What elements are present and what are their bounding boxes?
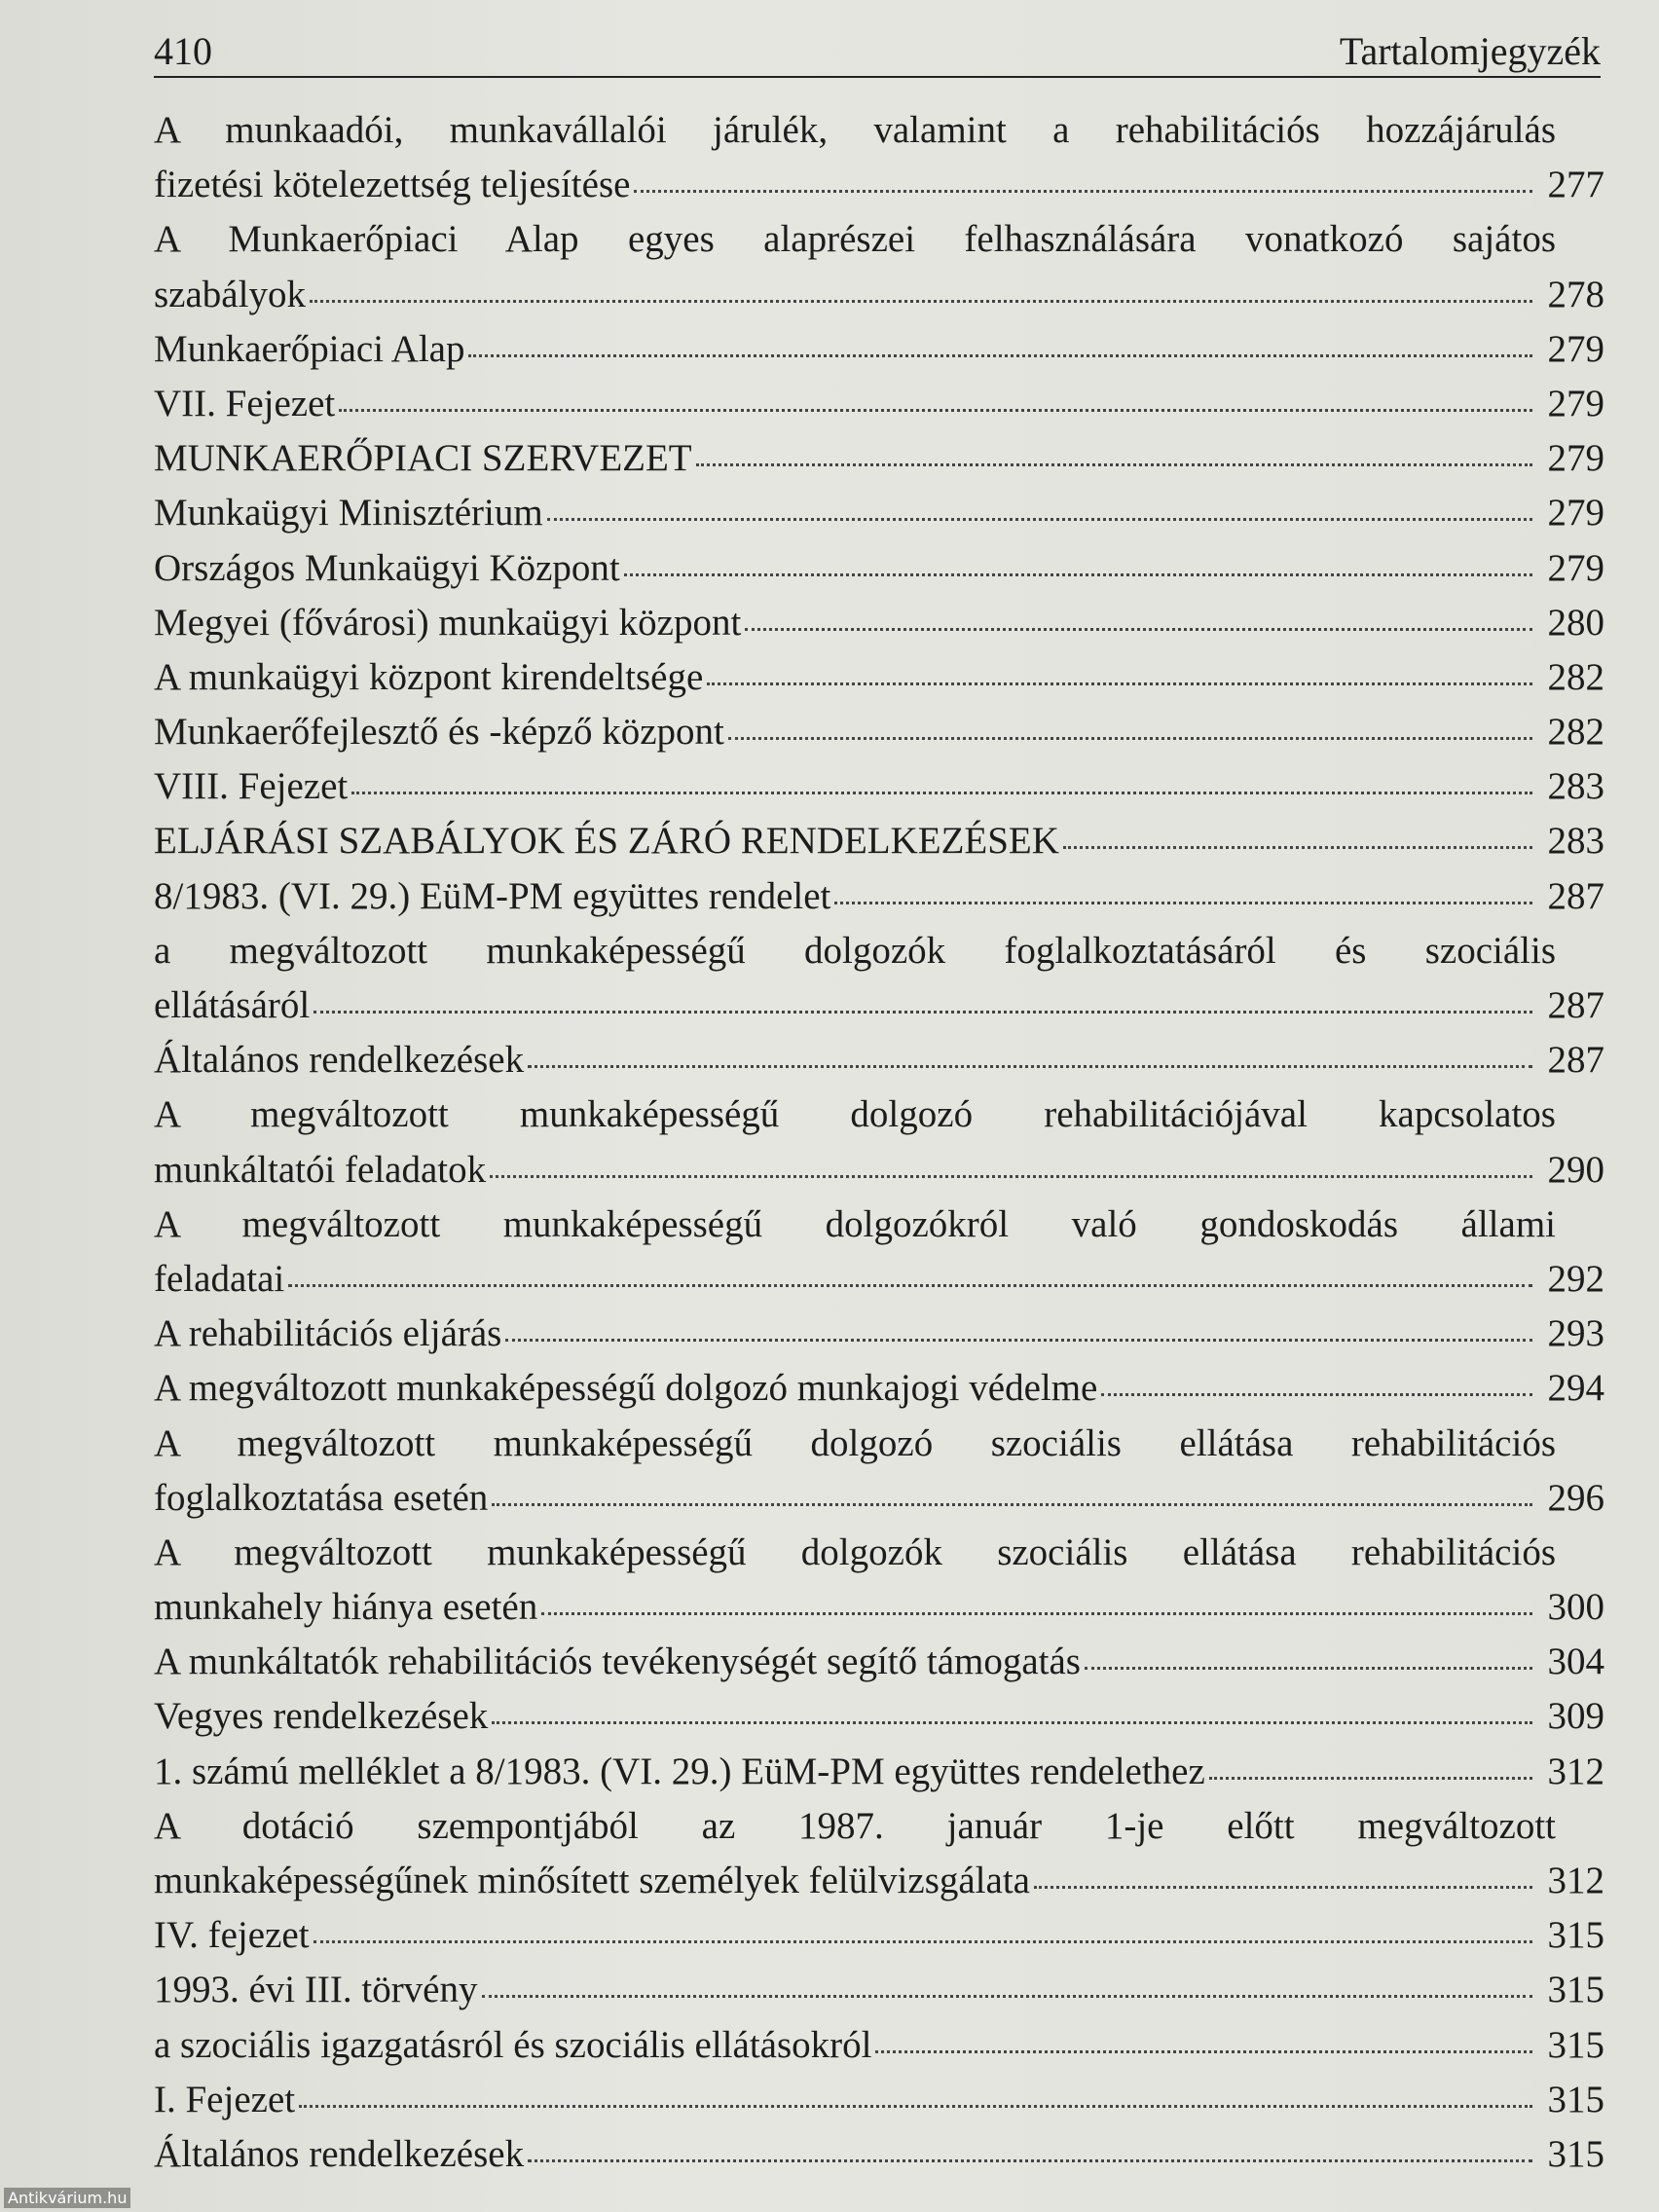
toc-entry-page: 315	[1547, 1969, 1604, 2011]
toc-entry-title: VII. Fejezet	[154, 382, 336, 424]
toc-entry-title: foglalkoztatása esetén	[154, 1476, 489, 1519]
running-title: Tartalomjegyzék	[1339, 29, 1601, 73]
toc-entry-page: 315	[1547, 1914, 1604, 1957]
table-of-contents	[154, 103, 1604, 2182]
toc-entry-page: 279	[1547, 437, 1604, 480]
toc-entry	[154, 1417, 1604, 1471]
toc-entry-page: 309	[1547, 1695, 1604, 1738]
dot-leader	[288, 1283, 1532, 1287]
toc-entry-title: Általános rendelkezések	[154, 2132, 525, 2175]
dot-leader	[624, 572, 1532, 576]
dot-leader	[490, 1174, 1532, 1178]
toc-entry-page: 277	[1547, 164, 1604, 206]
toc-entry-title: A munkaadói, munkavállalói járulék, valamint a rehabilitációs hozzájárulás	[154, 109, 1556, 151]
dot-leader	[745, 627, 1532, 631]
dot-leader	[541, 1611, 1532, 1615]
toc-entry-title: A megváltozott munkaképességű dolgozókról való gondoskodás állami	[154, 1202, 1556, 1245]
toc-entry	[154, 1307, 1604, 1361]
toc-entry-title: 8/1983. (VI. 29.) EüM-PM együttes rendelet	[154, 874, 831, 917]
toc-entry	[154, 1908, 1604, 1963]
toc-entry-title: A megváltozott munkaképességű dolgozók szociális ellátása rehabilitációs	[154, 1530, 1556, 1573]
toc-entry	[154, 212, 1604, 267]
toc-entry	[154, 1033, 1604, 1088]
toc-entry-page: 300	[1547, 1586, 1604, 1629]
toc-entry	[154, 814, 1604, 868]
toc-entry	[154, 1143, 1604, 1198]
dot-leader	[528, 1064, 1532, 1068]
dot-leader	[707, 682, 1532, 685]
toc-entry-title: IV. fejezet	[154, 1914, 310, 1957]
toc-entry-page: 304	[1547, 1641, 1604, 1683]
toc-entry-title: A megváltozott munkaképességű dolgozó szociális ellátása rehabilitációs	[154, 1421, 1556, 1464]
toc-entry-page: 279	[1547, 546, 1604, 589]
toc-entry-title: szabályok	[154, 273, 306, 315]
toc-entry-title: 1993. évi III. törvény	[154, 1969, 478, 2011]
toc-entry	[154, 1580, 1604, 1635]
toc-entry-page: 280	[1547, 601, 1604, 644]
toc-entry-page: 287	[1547, 874, 1604, 917]
toc-entry	[154, 1689, 1604, 1744]
toc-entry-page: 312	[1547, 1860, 1604, 1901]
toc-entry-page: 293	[1547, 1312, 1604, 1355]
toc-entry	[154, 1799, 1604, 1854]
toc-entry	[154, 869, 1604, 924]
dot-leader	[482, 1994, 1533, 1998]
toc-entry-page: 279	[1547, 492, 1604, 535]
toc-entry-title: Megyei (fővárosi) munkaügyi központ	[154, 601, 742, 644]
toc-entry	[154, 2073, 1604, 2127]
dot-leader	[339, 408, 1532, 412]
toc-entry-page: 315	[1547, 2132, 1604, 2175]
toc-entry-page: 315	[1547, 2078, 1604, 2120]
toc-entry	[154, 1471, 1604, 1526]
toc-entry-page: 290	[1547, 1148, 1604, 1191]
toc-entry	[154, 1854, 1604, 1908]
toc-entry-title: VIII. Fejezet	[154, 765, 349, 808]
toc-entry	[154, 1088, 1604, 1142]
dot-leader	[310, 299, 1532, 303]
dot-leader	[492, 1720, 1532, 1724]
toc-entry	[154, 2018, 1604, 2073]
toc-entry	[154, 431, 1604, 486]
toc-entry	[154, 1963, 1604, 2017]
toc-entry-title: Országos Munkaügyi Központ	[154, 546, 620, 589]
toc-entry	[154, 978, 1604, 1033]
toc-entry	[154, 1745, 1604, 1799]
toc-entry-page: 279	[1547, 382, 1604, 424]
toc-entry-title: A munkaügyi központ kirendeltsége	[154, 655, 704, 698]
toc-entry-title: munkahely hiánya esetén	[154, 1586, 538, 1629]
toc-entry	[154, 759, 1604, 814]
toc-entry-title: A megváltozott munkaképességű dolgozó munkajogi védelme	[154, 1367, 1098, 1410]
toc-entry-title: A munkáltatók rehabilitációs tevékenységét segítő támogatás	[154, 1641, 1081, 1683]
toc-entry	[154, 486, 1604, 540]
toc-entry-page: 283	[1547, 765, 1604, 808]
toc-entry-page: 294	[1547, 1367, 1604, 1410]
toc-entry	[154, 596, 1604, 650]
toc-entry-title: Munkaerőpiaci Alap	[154, 327, 465, 370]
dot-leader	[834, 901, 1532, 904]
toc-entry	[154, 1198, 1604, 1252]
toc-entry-title: MUNKAERŐPIACI SZERVEZET	[154, 437, 692, 480]
dot-leader	[728, 736, 1532, 740]
toc-entry-title: A megváltozott munkaképességű dolgozó rehabilitációjával kapcsolatos	[154, 1093, 1556, 1136]
toc-entry	[154, 1252, 1604, 1307]
toc-entry	[154, 1635, 1604, 1689]
toc-entry-title: ELJÁRÁSI SZABÁLYOK ÉS ZÁRÓ RENDELKEZÉSEK	[154, 820, 1059, 863]
toc-entry	[154, 322, 1604, 377]
dot-leader	[1101, 1392, 1532, 1396]
toc-entry-title: Általános rendelkezések	[154, 1039, 525, 1082]
toc-entry-title: A rehabilitációs eljárás	[154, 1312, 502, 1355]
toc-entry	[154, 650, 1604, 705]
toc-entry	[154, 103, 1604, 158]
dot-leader	[299, 2104, 1532, 2108]
dot-leader	[547, 517, 1532, 521]
toc-entry-title: Munkaerőfejlesztő és -képző központ	[154, 711, 724, 754]
dot-leader	[505, 1338, 1532, 1342]
toc-entry	[154, 541, 1604, 596]
dot-leader	[1063, 845, 1532, 849]
dot-leader	[313, 1010, 1532, 1014]
toc-entry	[154, 1526, 1604, 1580]
toc-entry-title: A Munkaerőpiaci Alap egyes alaprészei felhasználására vonatkozó sajátos	[154, 218, 1556, 261]
dot-leader	[313, 1939, 1532, 1943]
toc-entry-title: a szociális igazgatásról és szociális ellátásokról	[154, 2023, 872, 2066]
toc-entry-page: 279	[1547, 327, 1604, 370]
toc-entry-title: munkáltatói feladatok	[154, 1148, 487, 1191]
toc-entry-page: 292	[1547, 1257, 1604, 1300]
toc-entry-page: 315	[1547, 2023, 1604, 2066]
dot-leader	[1034, 1885, 1532, 1889]
page-number: 410	[154, 29, 212, 73]
toc-entry-title: Vegyes rendelkezések	[154, 1695, 489, 1738]
toc-entry-page: 278	[1547, 273, 1604, 315]
toc-entry	[154, 2127, 1604, 2182]
dot-leader	[1209, 1776, 1532, 1780]
toc-entry-page: 287	[1547, 1039, 1604, 1082]
dot-leader	[875, 2049, 1532, 2053]
toc-entry	[154, 705, 1604, 759]
toc-entry	[154, 158, 1604, 212]
dot-leader	[528, 2158, 1532, 2162]
toc-entry-title: ellátásáról	[154, 984, 311, 1026]
dot-leader	[1085, 1666, 1532, 1670]
dot-leader	[468, 353, 1532, 357]
toc-entry-page: 282	[1547, 655, 1604, 698]
toc-entry-title: a megváltozott munkaképességű dolgozók foglalkoztatásáról és szociális	[154, 929, 1556, 972]
dot-leader	[696, 462, 1532, 466]
toc-entry-title: fizetési kötelezettség teljesítése	[154, 164, 631, 206]
dot-leader	[492, 1502, 1532, 1506]
toc-entry-page: 287	[1547, 984, 1604, 1026]
dot-leader	[634, 189, 1532, 193]
toc-entry-page: 312	[1547, 1750, 1604, 1792]
toc-entry-title: Munkaügyi Minisztérium	[154, 492, 543, 535]
toc-entry-page: 283	[1547, 820, 1604, 863]
toc-entry-title: I. Fejezet	[154, 2078, 296, 2120]
toc-entry	[154, 268, 1604, 322]
toc-entry	[154, 924, 1604, 978]
toc-entry-page: 296	[1547, 1476, 1604, 1519]
page-header	[154, 14, 1601, 78]
toc-entry-title: munkaképességűnek minősített személyek felülvizsgálata	[154, 1860, 1030, 1901]
toc-entry-title: feladatai	[154, 1257, 285, 1300]
toc-entry-page: 282	[1547, 711, 1604, 754]
toc-entry-title: A dotáció szempontjából az 1987. január 1-je előtt megváltozott	[154, 1804, 1556, 1847]
toc-entry	[154, 1361, 1604, 1416]
toc-entry-title: 1. számú melléklet a 8/1983. (VI. 29.) EüM-PM együttes rendelethez	[154, 1750, 1205, 1792]
toc-entry	[154, 377, 1604, 431]
dot-leader	[351, 791, 1532, 794]
watermark: Antikvárium.hu	[4, 2188, 130, 2208]
